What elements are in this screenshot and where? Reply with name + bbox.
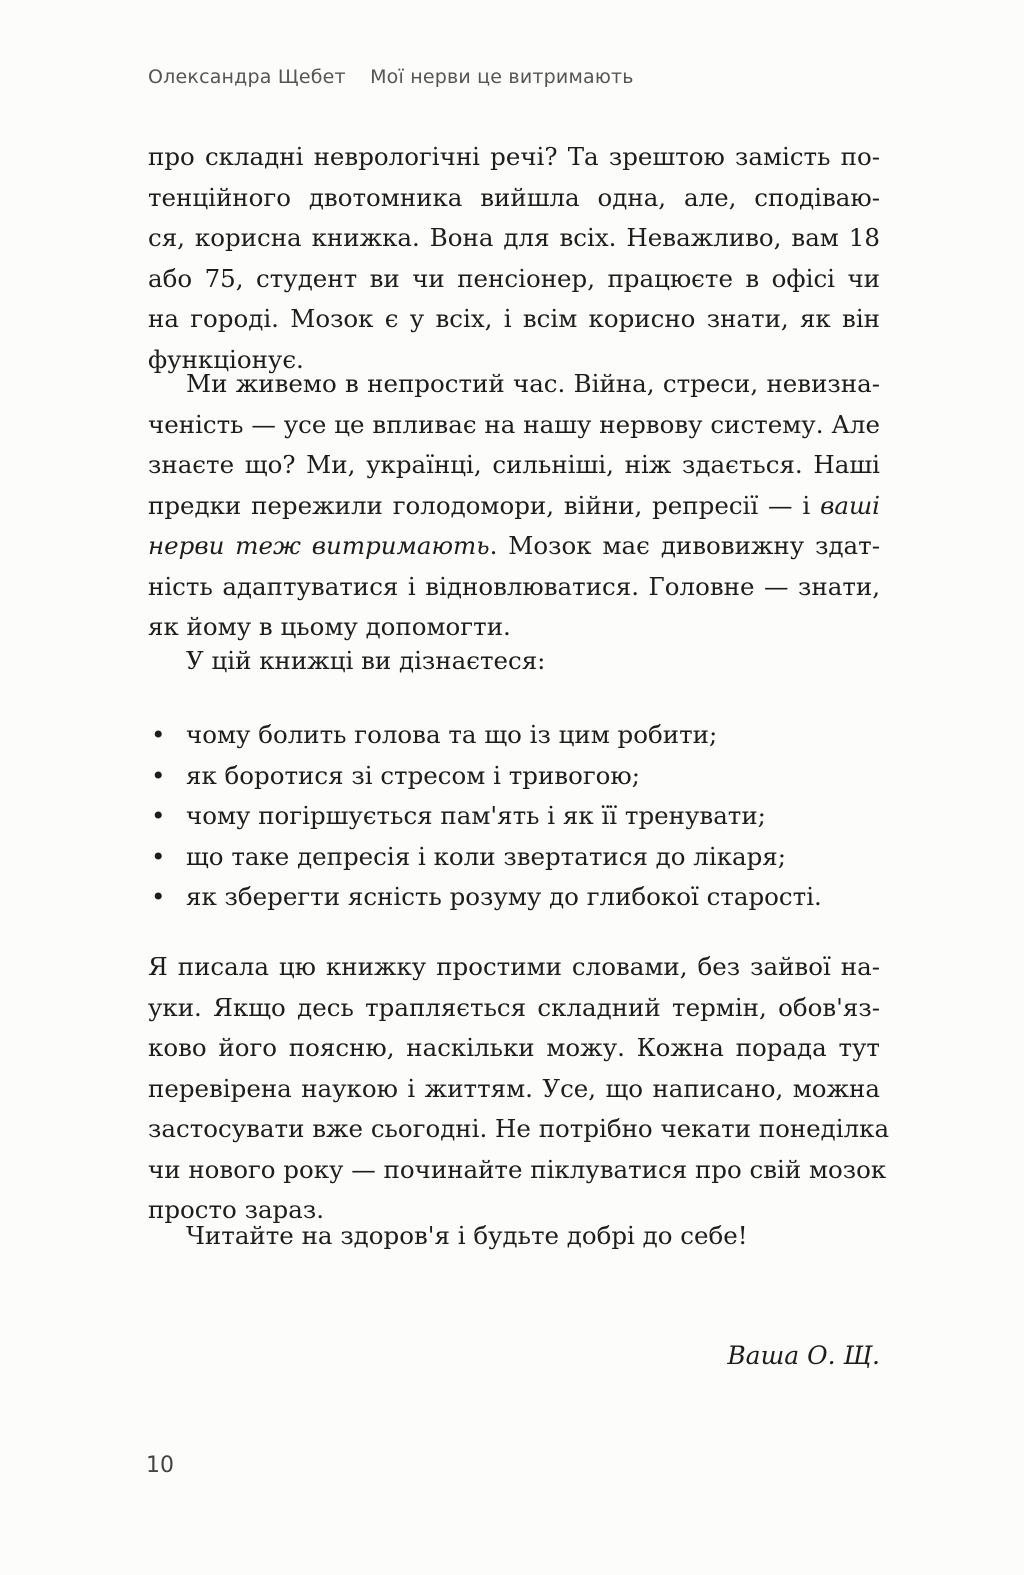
list-item <box>148 756 880 797</box>
text-line: чи нового року — починайте піклуватися про свій мозок <box>148 1154 887 1184</box>
bullet-icon: • <box>151 841 166 871</box>
text-line: Читайте на здоров'я і будьте добрі до себе! <box>186 1221 748 1250</box>
text-line: У цій книжці ви дізнаєтеся: <box>186 646 546 675</box>
list-item-text: що таке депресія і коли звертатися до лікаря; <box>186 841 787 871</box>
text-line <box>148 486 880 527</box>
closing-paragraph <box>148 1216 880 1257</box>
list-item <box>148 715 880 756</box>
text-line: застосувати вже сьогодні. Не потрібно чекати понеділка <box>148 1114 890 1143</box>
italic-run: нерви теж витримають <box>148 531 490 560</box>
text-line: функціонує. <box>148 344 304 374</box>
text-line: на городі. Мозок є у всіх, і всім корисно знати, як він <box>148 304 880 333</box>
text-line: як йому в цьому допомогти. <box>148 612 511 641</box>
paragraph-2 <box>148 364 880 648</box>
text-line: Ми живемо в непростий час. Війна, стреси, невизна- <box>186 369 880 398</box>
text-line: про складні неврологічні речі? Та зрештою замість по- <box>148 142 880 171</box>
text-line <box>148 526 880 567</box>
text-run: предки пережили голодомори, війни, репресії — і <box>148 490 821 520</box>
bullet-icon: • <box>151 801 166 830</box>
text-line: перевірена наукою і життям. Усе, що написано, можна <box>148 1073 880 1103</box>
list-item <box>148 877 880 918</box>
text-line: ченість — усе це впливає на нашу нервову систему. Але <box>148 409 880 439</box>
text-run: . Мозок має дивовижну здат- <box>489 531 880 560</box>
header-author: Олександра Щебет <box>148 66 346 88</box>
list-item-text: як зберегти ясність розуму до глибокої старості. <box>186 882 822 911</box>
header-book-title: Мої нерви це витримають <box>370 66 634 88</box>
text-line: тенційного двотомника вийшла одна, але, сподіваю- <box>148 182 880 212</box>
bullet-list <box>148 715 880 918</box>
text-line: або 75, студент ви чи пенсіонер, працюєте в офісі чи <box>148 263 880 293</box>
text-line: уки. Якщо десь трапляється складний термін, обов'яз- <box>148 992 880 1022</box>
list-intro <box>148 641 880 682</box>
list-item <box>148 837 880 878</box>
italic-run: ваші <box>820 490 880 520</box>
signature: Ваша О. Щ. <box>727 1341 880 1370</box>
text-line: просто зараз. <box>148 1195 324 1224</box>
paragraph-1 <box>148 137 880 380</box>
page-number: 10 <box>146 1453 174 1478</box>
bullet-icon: • <box>151 882 166 911</box>
bullet-icon: • <box>151 720 166 749</box>
bullet-icon: • <box>151 760 166 790</box>
text-line: знаєте що? Ми, українці, сильніші, ніж здається. Наші <box>148 450 880 479</box>
list-item-text: чому погіршується пам'ять і як її тренувати; <box>186 801 766 830</box>
text-line: Я писала цю книжку простими словами, без зайвої на- <box>148 952 880 981</box>
text-line: ся, корисна книжка. Вона для всіх. Неважливо, вам 18 <box>148 223 880 252</box>
list-item-text: як боротися зі стресом і тривогою; <box>186 760 641 790</box>
text-line: ково його поясню, наскільки можу. Кожна порада тут <box>148 1033 880 1062</box>
paragraph-3 <box>148 947 890 1231</box>
text-line: ність адаптуватися і відновлюватися. Головне — знати, <box>148 571 880 601</box>
running-head <box>148 66 634 88</box>
list-item-text: чому болить голова та що із цим робити; <box>186 720 718 749</box>
list-item <box>148 796 880 837</box>
